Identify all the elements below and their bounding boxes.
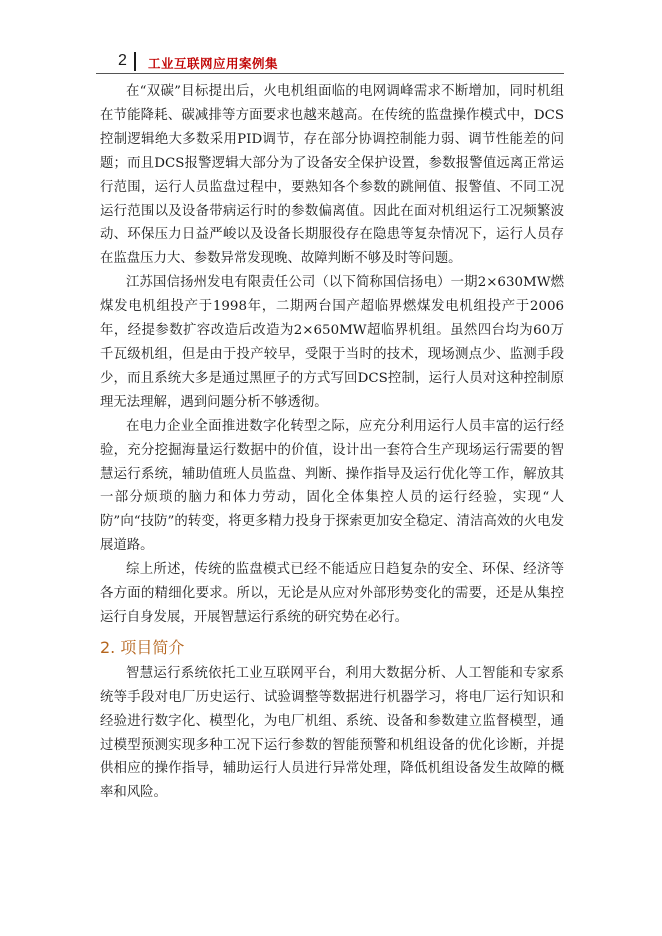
paragraph: 在电力企业全面推进数字化转型之际，应充分利用运行人员丰富的运行经验，充分挖掘海量运行数据中的价值，设计出一套符合生产现场运行需要的智慧运行系统，辅助值班人员监盘、判断、操作指导及运行优化等工作，解放其一部分烦琐的脑力和体力劳动，固化全体集控人员的运行经验，实现“人防”向“技防”的转变，将更多精力投身于探索更加安全稳定、清洁高效的火电发展道路。 bbox=[100, 418, 564, 554]
header-rule bbox=[96, 73, 564, 74]
page-body bbox=[100, 80, 564, 805]
page-number: 2 bbox=[118, 52, 127, 69]
header-divider bbox=[134, 52, 136, 71]
paragraph: 江苏国信扬州发电有限责任公司（以下简称国信扬电）一期2×630MW燃煤发电机组投产于1998年，二期两台国产超临界燃煤发电机组投产于2006年，经提参数扩容改造后改造为2×650MW超临界机组。虽然四台均为60万千瓦级机组，但是由于投产较早，受限于当时的技术，现场测点少、监测手段少，而且系统大多是通过黑匣子的方式写回DCS控制，运行人员对这种控制原理无法理解，遇到问题分析不够透彻。 bbox=[100, 275, 564, 410]
paragraph: 在“双碳”目标提出后，火电机组面临的电网调峰需求不断增加，同时机组在节能降耗、碳减排等方面要求也越来越高。在传统的监盘操作模式中，DCS控制逻辑绝大多数采用PID调节，存在部分协调控制能力弱、调节性能差的问题；而且DCS报警逻辑大部分为了设备安全保护设置，参数报警值远离正常运行范围，运行人员监盘过程中，要熟知各个参数的跳闸值、报警值、不同工况运行范围以及设备带病运行时的参数偏离值。因此在面对机组运行工况频繁波动、环保压力日益严峻以及设备长期服役存在隐患等复杂情况下，运行人员存在监盘压力大、参数异常发现晚、故障判断不够及时等问题。 bbox=[100, 84, 564, 267]
paragraph: 智慧运行系统依托工业互联网平台，利用大数据分析、人工智能和专家系统等手段对电厂历史运行、试验调整等数据进行机器学习，将电厂运行知识和经验进行数字化、模型化，为电厂机组、系统、设备和参数建立监督模型，通过模型预测实现多种工况下运行参数的智能预警和机组设备的优化诊断，并提供相应的操作指导，辅助运行人员进行异常处理，降低机组设备发生故障的概率和风险。 bbox=[100, 665, 564, 801]
page-header bbox=[96, 50, 564, 74]
book-title: 工业互联网应用案例集 bbox=[148, 56, 279, 71]
section-heading: 2. 项目简介 bbox=[100, 637, 185, 657]
paragraph: 综上所述，传统的监盘模式已经不能适应日趋复杂的安全、环保、经济等各方面的精细化要求。所以，无论是从应对外部形势变化的需要，还是从集控运行自身发展，开展智慧运行系统的研究势在必行。 bbox=[100, 562, 564, 625]
